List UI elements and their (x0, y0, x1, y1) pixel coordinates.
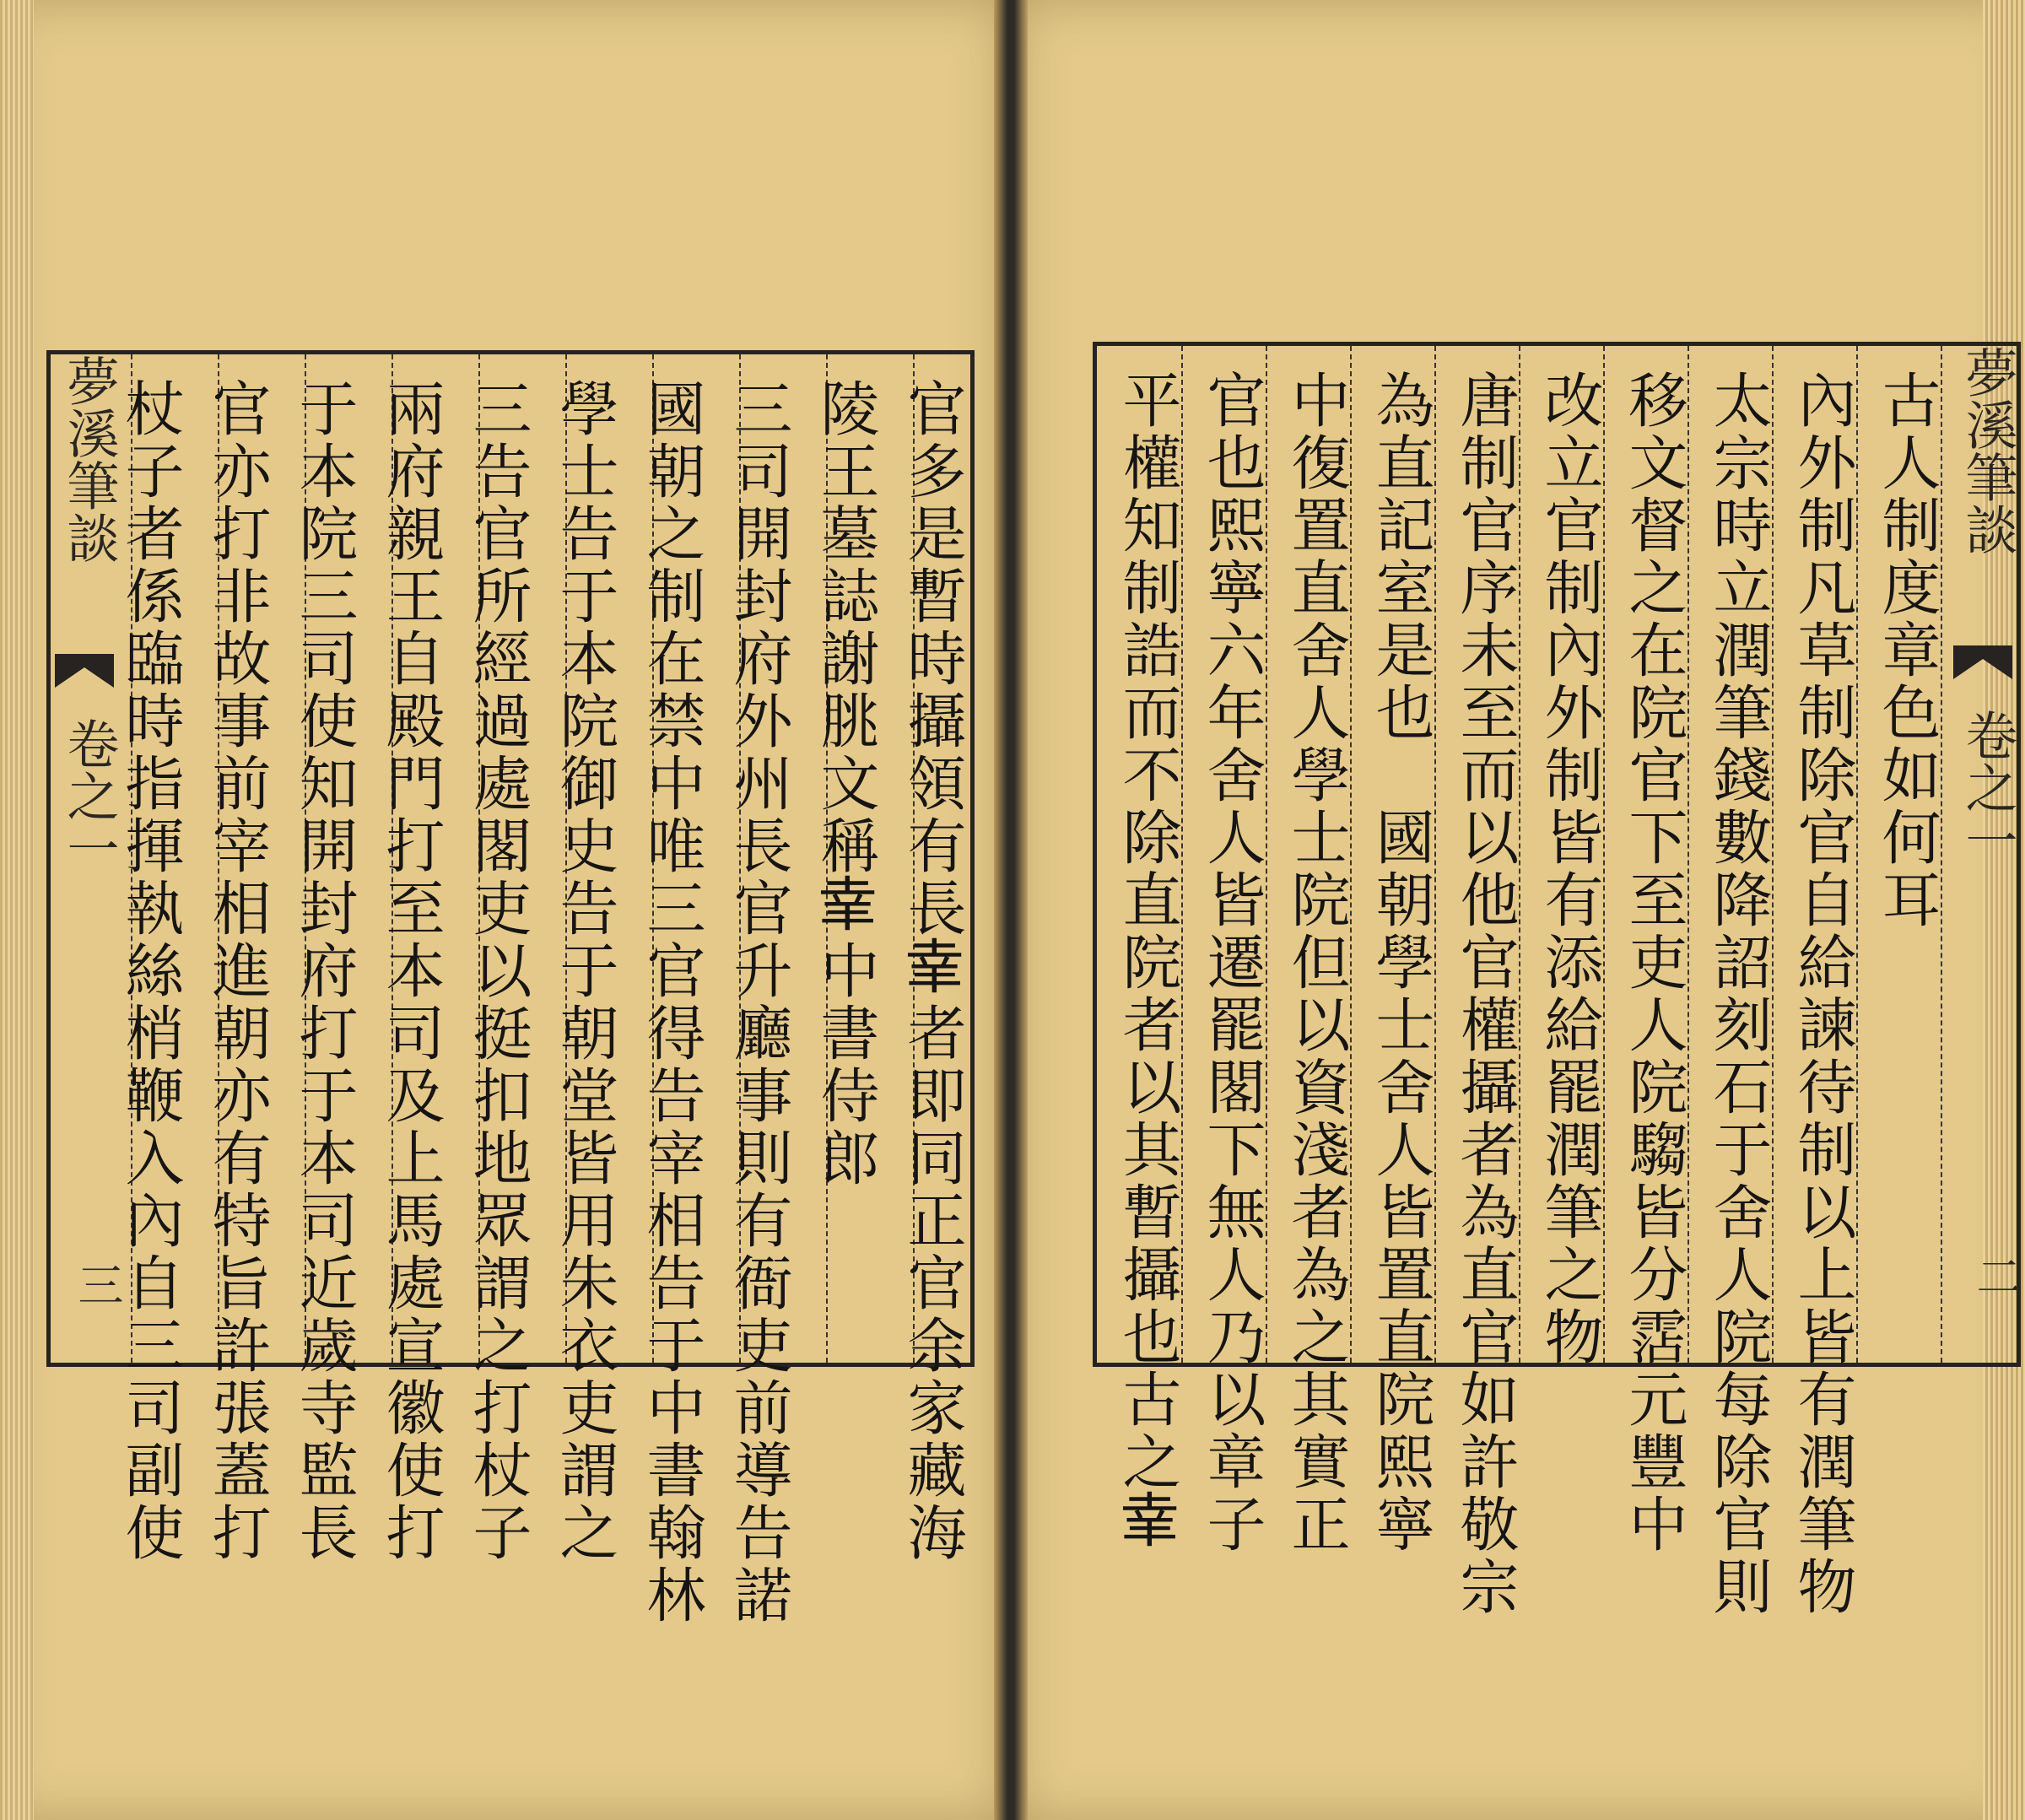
right-page-number: 二 (1969, 1253, 2022, 1299)
text-column: 中復置直舍人學士院但以資淺者為之其實正 (1282, 370, 1351, 1556)
text-column: 太宗時立潤筆錢數降詔刻石于舍人院每除官則 (1704, 370, 1773, 1618)
text-column: 移文督之在院官下至吏人院騶皆分霑元豐中 (1619, 370, 1688, 1556)
text-column: 改立官制內外制皆有添給罷潤筆之物 (1535, 370, 1604, 1369)
text-column: 平權知制誥而不除直院者以其暫攝也古之𦍒 (1113, 370, 1182, 1556)
text-column: 為直記室是也 國朝學士舍人皆置直院熙寧 (1366, 370, 1435, 1556)
fish-tail-mark (55, 654, 114, 688)
page-edge-stack-left (0, 0, 34, 1820)
text-column: 內外制凡草制除官自給諫待制以上皆有潤筆物 (1788, 370, 1857, 1618)
right-text-frame (1093, 342, 2022, 1618)
text-column: 國朝之制在禁中唯三官得告宰相告于中書翰林 (637, 378, 706, 1627)
text-column: 學士告于本院御史告于朝堂皆用朱衣吏謂之 (550, 378, 619, 1564)
text-column: 三司開封府外州長官升廳事則有衙吏前導告諾 (724, 378, 793, 1627)
text-column: 官亦打非故事前宰相進朝亦有特旨許張蓋打 (202, 378, 272, 1564)
book-gutter (994, 0, 1028, 1820)
left-banxin-title: 夢溪筆談 (58, 354, 120, 564)
text-column: 兩府親王自殿門打至本司及上馬處宣徽使打 (376, 378, 446, 1564)
right-banxin-title: 夢溪筆談 (1957, 346, 2018, 555)
text-column: 陵王墓誌謝朓文稱𦍒中書侍郎 (811, 378, 880, 1190)
text-column: 于本院三司使知開封府打于本司近歲寺監長 (289, 378, 359, 1564)
text-column: 官也熙寧六年舍人皆遷罷閣下無人乃以章子 (1197, 370, 1266, 1556)
fish-tail-mark (1953, 645, 2012, 679)
left-page-number: 三 (71, 1261, 124, 1307)
right-banxin-volume: 卷之一 (1957, 709, 2018, 866)
text-column: 三告官所經過處閣吏以挺扣地眾謂之打杖子 (463, 378, 532, 1564)
left-banxin-volume: 卷之一 (58, 717, 120, 874)
right-banxin (1945, 346, 2021, 1363)
left-banxin (46, 354, 122, 1363)
text-column: 官多是暫時攝領有長𦍒者即同正官余家藏海 (898, 378, 967, 1564)
text-column: 杖子者係臨時指揮執絲梢鞭入內自三司副使 (116, 378, 185, 1564)
left-text-frame (46, 350, 975, 1627)
text-column: 古人制度章色如何耳 (1872, 370, 1941, 932)
text-column: 唐制官序未至而以他官權攝者為直官如許敬宗 (1450, 370, 1520, 1618)
